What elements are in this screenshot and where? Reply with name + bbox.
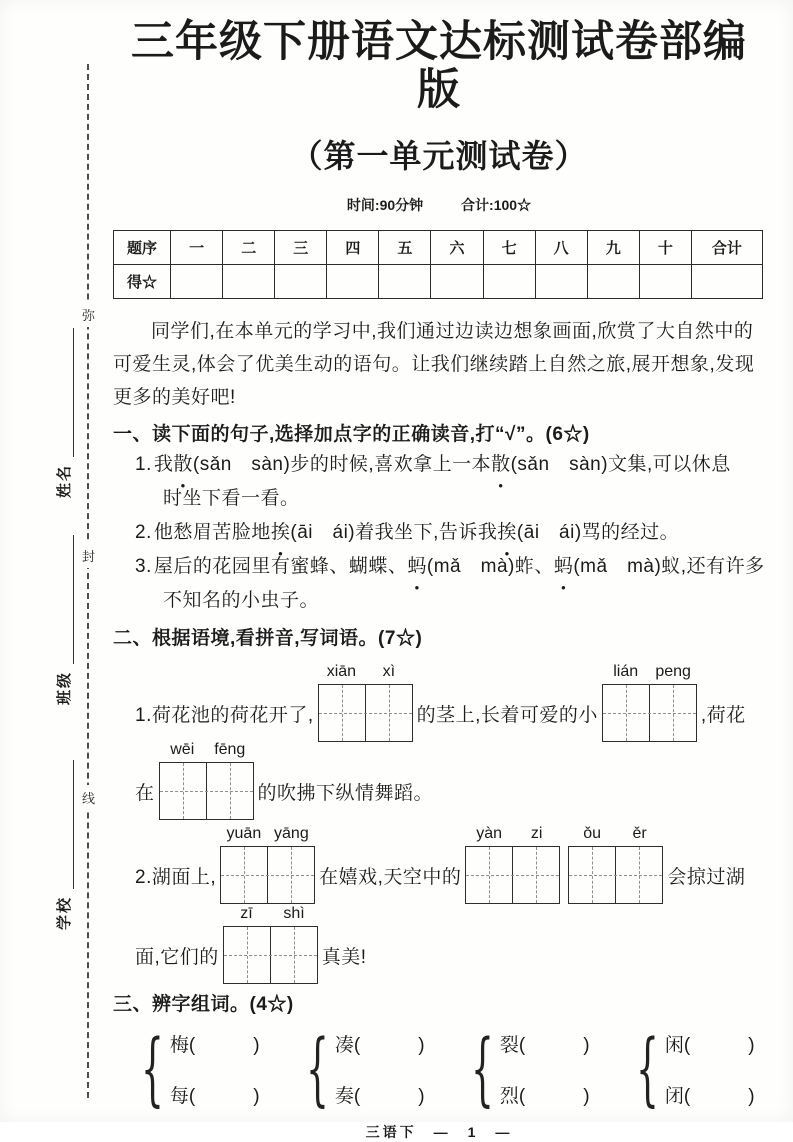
pinyin-syllable: zi [530, 825, 543, 842]
score-input-cell[interactable] [275, 265, 327, 299]
char-label: 烈 [499, 1086, 519, 1107]
intro-paragraph [113, 315, 765, 414]
question-line [113, 550, 765, 584]
paren-open: ( [353, 1035, 361, 1056]
char-label: 奏 [334, 1086, 354, 1107]
field-label: 学校 [56, 895, 73, 930]
word-box-cell[interactable] [221, 847, 268, 903]
char-label: 梅 [169, 1035, 189, 1056]
student-info-field [54, 535, 74, 705]
word-box-cell[interactable] [268, 847, 314, 903]
paper-content [113, 18, 765, 1142]
word-pair-group [622, 1022, 765, 1115]
paren-close: ) [748, 1086, 755, 1107]
brace-icon: { [140, 1022, 164, 1115]
word-pair-row [335, 1081, 425, 1108]
sentence-segment: (sǎn sàn)步的时候,喜欢拿上一本 [192, 454, 492, 475]
sentence-segment: 他愁眉苦脸地 [153, 522, 271, 543]
char-label: 每 [169, 1086, 189, 1107]
question-number: 1. [135, 454, 152, 475]
sentence-segment: 屋后的花园里有蜜蜂、蝴蝶、 [153, 556, 408, 577]
word-box [223, 905, 318, 984]
section-three-heading: 三、辨字组词。(4☆) [113, 994, 294, 1015]
dotted-char: 蚂 [553, 556, 574, 577]
paren-open: ( [518, 1035, 526, 1056]
pinyin-syllable: xiān [326, 663, 357, 680]
word-box-grid [465, 846, 560, 904]
word-box-grid [318, 684, 413, 742]
question-number: 2. [135, 522, 152, 543]
student-info-field [54, 328, 74, 498]
word-box-cell[interactable] [569, 847, 616, 903]
word-pair-row [665, 1030, 755, 1057]
pinyin-syllable: yāng [274, 825, 309, 842]
page-subtitle: （第一单元测试卷） [290, 138, 588, 174]
sentence-segment: 面,它们的 [135, 946, 219, 968]
word-pair-row [500, 1081, 590, 1108]
char-label: 凑 [334, 1035, 354, 1056]
paren-close: ) [418, 1086, 425, 1107]
sentence-segment: (sǎn sàn)文集,可以休息 [510, 454, 731, 475]
seal-char: 弥 [80, 302, 97, 327]
dotted-char: 散 [491, 454, 511, 475]
score-input-cell[interactable] [223, 265, 275, 299]
word-box-cell[interactable] [616, 847, 662, 903]
sentence-segment: (āi ái)骂的经过。 [516, 522, 680, 543]
paren-open: ( [353, 1086, 361, 1107]
word-box-cell[interactable] [650, 685, 696, 741]
time-label: 时间:90分钟 [346, 197, 424, 213]
student-info-field [54, 760, 74, 930]
score-table-score-row [114, 265, 763, 299]
word-pair-column [170, 1030, 260, 1108]
question-item [113, 516, 765, 550]
dotted-char: 散 [173, 454, 193, 475]
pinyin-line [113, 741, 765, 820]
dotted-char: 挨 [270, 522, 291, 543]
section-three-pairs [113, 1022, 765, 1115]
sentence-segment: (mǎ mà)蚱、 [426, 556, 554, 577]
paren-open: ( [683, 1086, 691, 1107]
sentence-segment: (āi ái)着我坐下,告诉我 [290, 522, 498, 543]
score-input-cell[interactable] [431, 265, 483, 299]
pinyin-syllable: peng [655, 663, 691, 680]
char-label: 闭 [664, 1086, 684, 1107]
score-table-header-cell: 五 [379, 231, 431, 265]
word-box-grid [568, 846, 663, 904]
score-table-header-cell: 四 [327, 231, 379, 265]
char-label: 裂 [499, 1035, 519, 1056]
field-label: 姓名 [56, 463, 73, 498]
question-item [113, 550, 765, 618]
word-pair-group [457, 1022, 600, 1115]
word-pair-row [335, 1030, 425, 1057]
word-box [568, 825, 663, 904]
dotted-char: 蚂 [407, 556, 427, 577]
pinyin-syllable: yuān [226, 825, 262, 842]
pinyin-line [113, 825, 765, 904]
sentence-segment: 时坐下看一看。 [163, 488, 300, 509]
sentence-segment: 真美! [321, 946, 367, 968]
word-pair-row [170, 1030, 260, 1057]
pinyin-label [159, 741, 254, 759]
word-box-grid [602, 684, 697, 742]
score-table-header-cell: 六 [431, 231, 483, 265]
word-pair-column [665, 1030, 755, 1108]
sentence-segment: ,荷花 [700, 704, 746, 726]
paren-close: ) [253, 1035, 260, 1056]
score-table-body [114, 231, 763, 299]
intro-line: 更多的美好吧! [113, 387, 236, 408]
score-table-header-cell: 二 [223, 231, 275, 265]
paren-close: ) [418, 1035, 425, 1056]
sentence-segment: 2.湖面上, [135, 866, 217, 888]
word-box [159, 741, 254, 820]
word-box-cell[interactable] [160, 763, 207, 819]
word-box-cell[interactable] [603, 685, 650, 741]
field-blank-line[interactable] [59, 328, 74, 457]
paren-open: ( [518, 1086, 526, 1107]
word-box-grid [220, 846, 315, 904]
sentence-segment: 的茎上,长着可爱的小 [416, 704, 598, 726]
score-input-cell[interactable] [691, 265, 762, 299]
word-box-cell[interactable] [271, 927, 317, 983]
word-box [220, 825, 315, 904]
pinyin-label [318, 663, 413, 681]
pinyin-label [602, 663, 697, 681]
word-box [465, 825, 560, 904]
word-pair-group [292, 1022, 435, 1115]
paren-close: ) [748, 1035, 755, 1056]
brace-icon: { [635, 1022, 659, 1115]
question-number: 3. [135, 556, 152, 577]
paren-close: ) [253, 1086, 260, 1107]
score-input-cell[interactable] [483, 265, 535, 299]
word-pair-row [500, 1030, 590, 1057]
intro-line: 同学们,在本单元的学习中,我们通过边读边想象画面,欣赏了大自然中的 [151, 321, 754, 342]
score-table-header-cell: 合计 [691, 231, 762, 265]
char-label: 闲 [664, 1035, 684, 1056]
word-pair-row [170, 1081, 260, 1108]
pinyin-syllable: xì [382, 663, 396, 680]
pinyin-label [223, 905, 318, 923]
pinyin-syllable: yàn [476, 825, 503, 842]
intro-line: 可爱生灵,体会了优美生动的语句。让我们继续踏上自然之旅,展开想象,发现 [113, 354, 755, 375]
question-item [113, 448, 765, 516]
seal-char: 封 [80, 543, 97, 568]
score-row-label: 得☆ [114, 265, 171, 299]
seal-dashed-line [87, 64, 89, 1098]
brace-icon: { [305, 1022, 329, 1115]
score-table-header-cell: 九 [587, 231, 639, 265]
sentence-segment: (mǎ mà)蚁,还有许多 [573, 556, 765, 577]
pinyin-syllable: wēi [170, 741, 195, 758]
sentence-segment: 会掠过湖 [667, 866, 746, 888]
word-box-grid [223, 926, 318, 984]
pinyin-label [220, 825, 315, 843]
pinyin-syllable: lián [613, 663, 639, 680]
word-box-cell[interactable] [319, 685, 366, 741]
pinyin-line [113, 905, 765, 984]
word-box-cell[interactable] [207, 763, 253, 819]
sentence-segment: 在嬉戏,天空中的 [319, 866, 462, 888]
score-table-header-row [114, 231, 763, 265]
word-pair-group [127, 1022, 270, 1115]
score-input-cell[interactable] [639, 265, 691, 299]
paper-meta [113, 196, 765, 214]
pinyin-label [465, 825, 560, 843]
question-line [113, 516, 765, 550]
word-box-grid [159, 762, 254, 820]
field-label: 班级 [56, 670, 73, 705]
pinyin-syllable: shì [283, 905, 305, 922]
word-box-cell[interactable] [466, 847, 513, 903]
score-table-header-cell: 八 [535, 231, 587, 265]
score-table-header-cell: 十 [639, 231, 691, 265]
question-line [113, 584, 765, 618]
paren-open: ( [683, 1035, 691, 1056]
total-label: 合计:100☆ [461, 197, 532, 213]
page-title: 三年级下册语文达标测试卷部编版 [131, 18, 747, 114]
pinyin-syllable: ǒu [583, 825, 602, 842]
score-input-cell[interactable] [535, 265, 587, 299]
word-box [318, 663, 413, 742]
score-input-cell[interactable] [171, 265, 223, 299]
pinyin-syllable: ěr [632, 825, 647, 842]
word-box-cell[interactable] [224, 927, 271, 983]
footer-page-number: 三语下 — 1 — [365, 1124, 513, 1140]
section-two-lines [113, 663, 765, 984]
pinyin-syllable: fēng [214, 741, 246, 758]
sentence-segment: 不知名的小虫子。 [163, 590, 320, 611]
brace-icon: { [470, 1022, 494, 1115]
field-blank-line[interactable] [59, 535, 74, 664]
section-one-heading: 一、读下面的句子,选择加点字的正确读音,打“√”。(6☆) [113, 424, 590, 445]
question-line [113, 482, 765, 516]
score-table-header-cell: 七 [483, 231, 535, 265]
score-table [113, 230, 763, 299]
section-one-items [113, 448, 765, 618]
word-pair-column [335, 1030, 425, 1108]
pinyin-label [568, 825, 663, 843]
score-input-cell[interactable] [587, 265, 639, 299]
dotted-char: 挨 [497, 522, 517, 543]
word-pair-row [665, 1081, 755, 1108]
pinyin-line [113, 663, 765, 742]
paren-open: ( [188, 1086, 196, 1107]
score-input-cell[interactable] [379, 265, 431, 299]
seal-char: 线 [80, 785, 97, 810]
word-box-cell[interactable] [366, 685, 412, 741]
sentence-segment: 1.荷花池的荷花开了, [135, 704, 314, 726]
pinyin-syllable: zī [240, 905, 253, 922]
field-blank-line[interactable] [59, 760, 74, 889]
paren-open: ( [188, 1035, 196, 1056]
question-line [113, 448, 765, 482]
score-table-header-cell: 三 [275, 231, 327, 265]
sentence-segment: 的吹拂下纵情舞蹈。 [257, 782, 434, 804]
score-table-header-cell: 题序 [114, 231, 171, 265]
score-input-cell[interactable] [327, 265, 379, 299]
paren-close: ) [583, 1086, 590, 1107]
score-table-header-cell: 一 [171, 231, 223, 265]
word-box-cell[interactable] [513, 847, 559, 903]
section-two-heading: 二、根据语境,看拼音,写词语。(7☆) [113, 628, 423, 649]
word-pair-column [500, 1030, 590, 1108]
sentence-segment: 我 [153, 454, 174, 475]
sentence-segment: 在 [135, 782, 155, 804]
word-box [602, 663, 697, 742]
paren-close: ) [583, 1035, 590, 1056]
